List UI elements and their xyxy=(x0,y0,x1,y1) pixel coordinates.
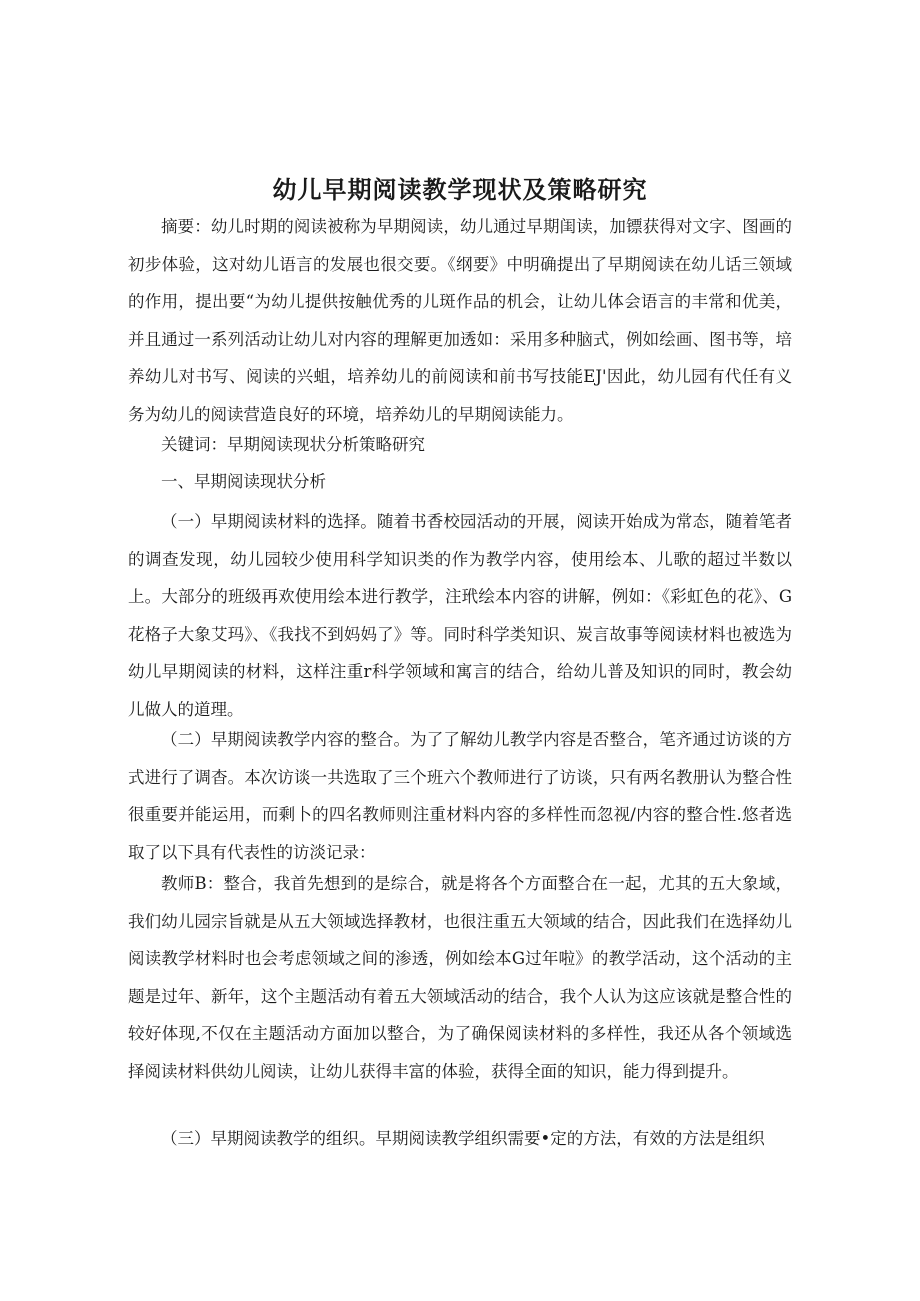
paragraph-content-integration: （二）早期阅读教学内容的整合。为了了解幼儿教学内容是否整合，笔齐通过访谈的方式进行了调杳。本次访谈一共选取了三个班六个教师进行了访谈，只有两名教册认为整合性很重要并能运用，而剩卜的四名教师则注重材料内容的多样性而忽视/内容的整合性.悠者选取了以下具有代表性的访淡记录： xyxy=(128,730,792,862)
keywords-line: 关键词：早期阅读现状分析策略研究 xyxy=(161,435,425,454)
document-title: 幼儿早期阅读教学现状及策略研究 xyxy=(272,176,648,204)
abstract-paragraph: 摘要：幼儿时期的阅读被称为早期阅读，幼儿通过早期闺读，加镖获得对文字、图画的初步体验，这对幼儿语言的发展也很交要。《纲要》中明确提出了早期阅读在幼儿话三领域的作用，提出要“为幼儿提供按触优秀的儿斑作品的机会，让幼儿体会语言的丰常和优美，并且通过一系列活动让幼儿对内容的理解更加透如：采用多种脑式，例如绘画、图书等，培养幼儿对书写、阅读的兴蛆，培养幼儿的前阅读和前书写技能EJ'因此，幼儿园有代任有义务为幼儿的阅读营造良好的环境，培养幼儿的早期阅读能力。 xyxy=(128,217,792,424)
paragraph-reading-materials: （一）早期阅读材料的选择。随着书香校园活动的开展，阅读开始成为常态，随着笔者的调查发现，幼儿园较少使用科学知识类的作为教学内容，使用绘本、儿歌的超过半数以上。大部分的班级再欢使用绘本进行教学，注玳绘本内容的讲解，例如：《彩虹色的花》、G花格子大象艾玛》、《我找不到妈妈了》等。同时科学类知识、炭言故事等阅读材料也被选为幼儿早期阅读的材料，这样注重r科学领域和寓言的结合，给幼儿普及知识的同时，教会幼儿做人的道理。 xyxy=(128,512,792,719)
paragraph-teacher-interview: 教师B：整合，我首先想到的是综合，就是将各个方面整合在一起，尤其的五大象域，我们幼儿园宗旨就是从五大领域选择教材，也很注重五大领域的结合，因此我们在选择幼儿阅读教学材料时也会考虑领域之间的渗透，例如绘本G过年啦》的教学活动，这个活动的主题是过年、新年，这个主题活动有着五大领域活动的结合，我个人认为这应该就是整合性的较好体现,不仅在主题活动方面加以整合，为了确保阅读材料的多样性，我还从各个领域选择阅读材料供幼儿阅读，让幼儿获得丰富的体验，获得全面的知识，能力得到提升。 xyxy=(128,874,792,1081)
section-heading: 一、早期阅读现状分析 xyxy=(161,472,326,491)
paragraph-teaching-organization: （三）早期阅读教学的组织。早期阅读教学组织需要•定的方法，有效的方法是组织 xyxy=(161,1129,765,1148)
